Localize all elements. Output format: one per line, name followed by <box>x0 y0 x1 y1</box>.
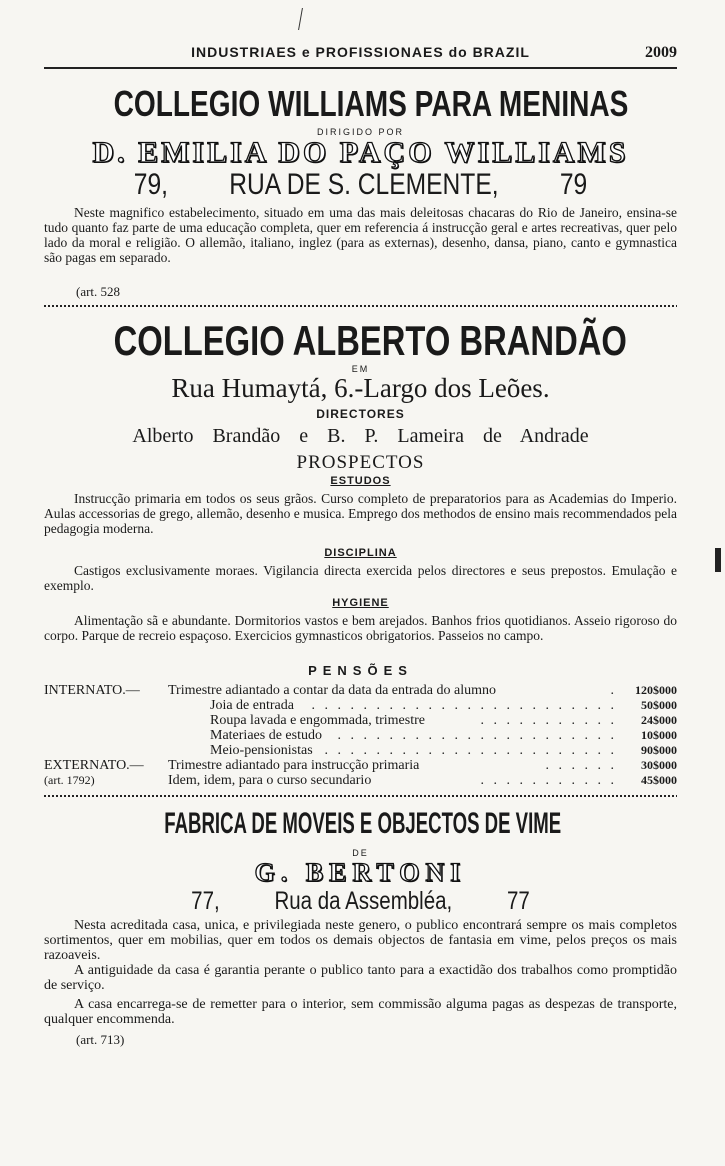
pensoes-row <box>44 713 677 728</box>
estudos-text: Instrucção primaria em todos os seus grãos. Curso completo de preparatorios para as Academias do Imperio. Aulas accessorias de grego, allemão, desenho e musica. Emprego dos methodos de ensino mais recommendados pela pedagogia moderna. <box>44 491 677 536</box>
bertoni-de: DE <box>352 848 369 858</box>
pensoes-row <box>44 698 677 713</box>
brandao-title: COLLEGIO ALBERTO BRANDÃO <box>113 317 627 364</box>
pensoes-row-desc: Trimestre adiantado a contar da data da entrada do alumno <box>168 683 496 698</box>
pensoes-row <box>44 773 677 788</box>
pensoes-row-price: 90$000 <box>641 743 677 757</box>
pensoes-row-price: 50$000 <box>641 698 677 712</box>
bertoni-para-1: Nesta acreditada casa, unica, e privilegiada neste genero, o publico encontrará sempre os mais completos sortimentos, quer em mobilias, quer em todos os demais objectos de fantasia em vime, pelos preços os mais razoaveis. <box>44 918 677 963</box>
pensoes-heading: PENSÕES <box>308 663 413 678</box>
scan-tick-mark <box>298 8 303 30</box>
wavy-divider-1 <box>44 303 677 308</box>
pensoes-row <box>44 743 677 758</box>
disciplina-text: Castigos exclusivamente moraes. Vigilancia directa exercida pelos directores e seus prepostos. Emulação e exemplo. <box>44 563 677 593</box>
brandao-ad <box>44 318 677 364</box>
williams-body: Neste magnifico estabelecimento, situado em uma das mais deleitosas chacaras do Rio de Janeiro, ensina-se tudo quanto faz parte de uma educação completa, quer em referencia á instrucção geral e artes recreativas, quer pelo lado da moral e religião. O allemão, italiano, inglez (para as externas), desenho, dansa, piano, canto e gymnastica são pagas em separado. <box>44 205 677 265</box>
williams-number-right: 79 <box>559 168 588 201</box>
williams-number-left: 79, <box>133 168 168 201</box>
leader-dots: . . . . . . . . . . . <box>480 713 617 728</box>
pensoes-row-price: 45$000 <box>641 773 677 787</box>
pensoes-row-price: 24$000 <box>641 713 677 727</box>
scan-edge-mark <box>715 548 721 572</box>
pensoes-row-desc: Meio-pensionistas <box>210 743 313 758</box>
pensoes-row-desc: Idem, idem, para o curso secundario <box>168 773 372 788</box>
williams-address <box>101 168 620 202</box>
brandao-prospectos: PROSPECTOS <box>296 452 425 473</box>
pensoes-row-desc: Trimestre adiantado para instrucção primaria <box>168 758 420 773</box>
wavy-divider-2 <box>44 793 677 798</box>
williams-director: D. EMILIA DO PAÇO WILLIAMS <box>92 136 629 169</box>
estudos-heading: ESTUDOS <box>330 475 391 487</box>
bertoni-street: Rua da Assembléa, <box>274 887 453 915</box>
pensoes-row-price: 30$000 <box>641 758 677 772</box>
williams-ad <box>44 84 677 124</box>
brandao-directors: Alberto Brandão e B. P. Lameira de Andrade <box>132 425 589 447</box>
header-rule <box>44 67 677 69</box>
pensoes-row-label: EXTERNATO.— <box>44 758 144 773</box>
williams-art-ref: (art. 528 <box>76 284 121 299</box>
brandao-directors-label: DIRECTORES <box>316 407 405 421</box>
bertoni-number-right: 77 <box>507 887 530 915</box>
pensoes-row-label: (art. 1792) <box>44 773 95 787</box>
header-title: INDUSTRIAES e PROFISSIONAES do BRAZIL <box>191 44 530 60</box>
hygiene-heading: HYGIENE <box>332 597 389 609</box>
leader-dots: . . . . . . . . . . . . . . . . . . . . . . <box>337 728 617 743</box>
bertoni-art-ref: (art. 713) <box>76 1032 125 1047</box>
bertoni-address <box>101 886 620 916</box>
pensoes-row <box>44 683 677 698</box>
disciplina-heading: DISCIPLINA <box>324 547 397 559</box>
brandao-address: Rua Humaytá, 6.-Largo dos Leões. <box>171 373 550 403</box>
pensoes-row-label: INTERNATO.— <box>44 683 140 698</box>
williams-street: RUA DE S. CLEMENTE, <box>229 168 499 201</box>
hygiene-text: Alimentação sã e abundante. Dormitorios vastos e bem arejados. Banhos frios quotidianos. Asseio rigoroso do corpo. Parque de recreio espaçoso. Exercicios gymnasticos obrigatorios. Passeios no campo. <box>44 613 677 643</box>
bertoni-para-2: A antiguidade da casa é garantia perante o publico tanto para a exactidão dos trabalhos como promptidão de serviço. <box>44 963 677 993</box>
bertoni-number-left: 77, <box>191 887 220 915</box>
leader-dots: . . . . . . . . . . . <box>480 773 617 788</box>
page-number: 2009 <box>645 44 677 61</box>
page-header <box>44 44 677 66</box>
bertoni-title: FABRICA DE MOVEIS E OBJECTOS DE VIME <box>164 807 562 840</box>
leader-dots: . . . . . . <box>545 758 617 773</box>
pensoes-row-desc: Materiaes de estudo <box>210 728 322 743</box>
leader-dots: . . . . . . . . . . . . . . . . . . . . . . . <box>324 743 617 758</box>
pensoes-row <box>44 728 677 743</box>
williams-title: COLLEGIO WILLIAMS PARA MENINAS <box>113 83 629 124</box>
pensoes-row <box>44 758 677 773</box>
pensoes-row-desc: Roupa lavada e engommada, trimestre <box>210 713 425 728</box>
brandao-em: EM <box>351 364 370 374</box>
williams-directed-by: DIRIGIDO POR <box>316 127 404 137</box>
leader-dots: . . . . . . . . . . . . . . . . . . . . . . . . <box>311 698 617 713</box>
bertoni-ad <box>44 807 677 841</box>
pensoes-row-price: 10$000 <box>641 728 677 742</box>
bertoni-owner: G. BERTONI <box>254 858 467 887</box>
pensoes-row-desc: Joia de entrada <box>210 698 294 713</box>
leader-dots: . <box>610 683 617 698</box>
pensoes-row-price: 120$000 <box>635 683 677 697</box>
bertoni-para-3: A casa encarrega-se de remetter para o interior, sem commissão alguma pagas as despezas de transporte, qualquer encommenda. <box>44 997 677 1027</box>
